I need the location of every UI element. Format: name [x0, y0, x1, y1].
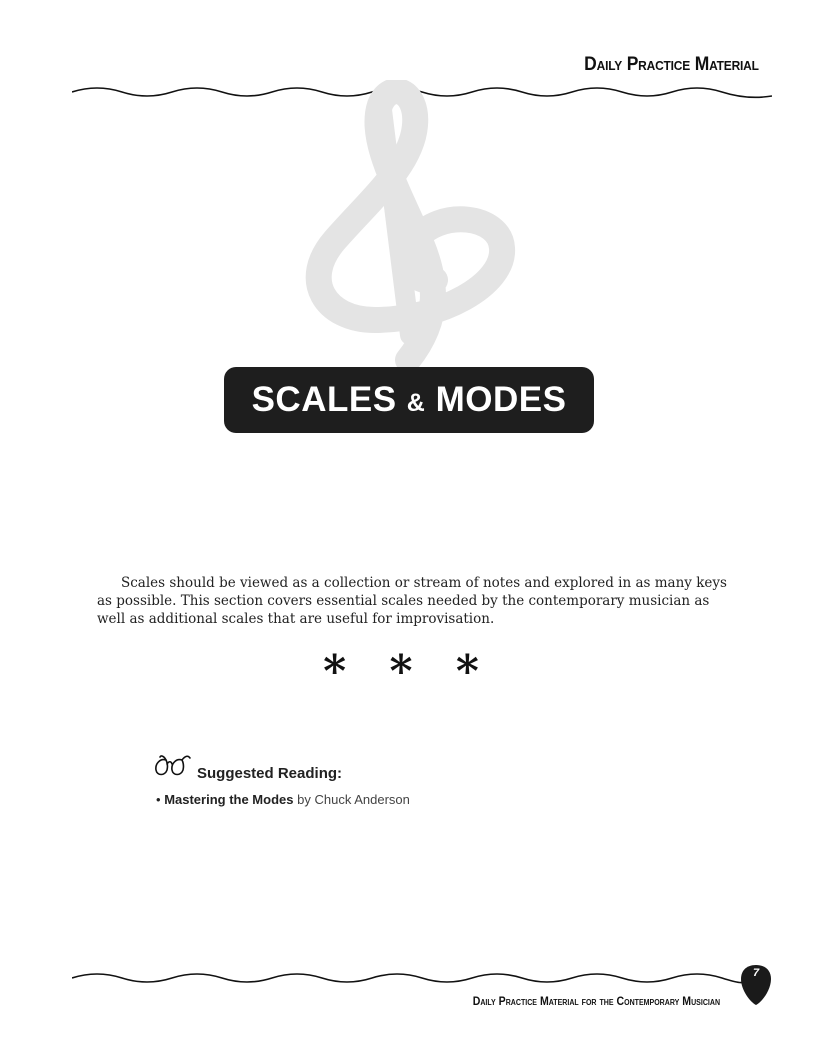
reading-list-item [156, 792, 410, 807]
book-author: Chuck Anderson [314, 792, 410, 807]
footer-wave-divider [72, 968, 742, 992]
header-title: Daily Practice Material [584, 54, 759, 75]
intro-paragraph: Scales should be viewed as a collection or stream of notes and explored in as many keys as possible. This section covers essential scales needed by the contemporary musician as well as additional scales that are useful for improvisation. [97, 575, 727, 627]
asterisk-separator: * * * [323, 646, 493, 697]
glasses-icon [152, 752, 194, 780]
book-by: by [297, 792, 311, 807]
suggested-reading-heading: Suggested Reading: [197, 765, 343, 782]
footer-title: Daily Practice Material for the Contemporary Musician [472, 994, 720, 1008]
bullet: • [156, 792, 161, 807]
page-number: 7 [752, 967, 760, 979]
section-banner [224, 367, 594, 433]
book-title: Mastering the Modes [164, 792, 294, 807]
section-title: SCALES & MODES [251, 380, 567, 419]
treble-clef-icon [290, 80, 520, 370]
